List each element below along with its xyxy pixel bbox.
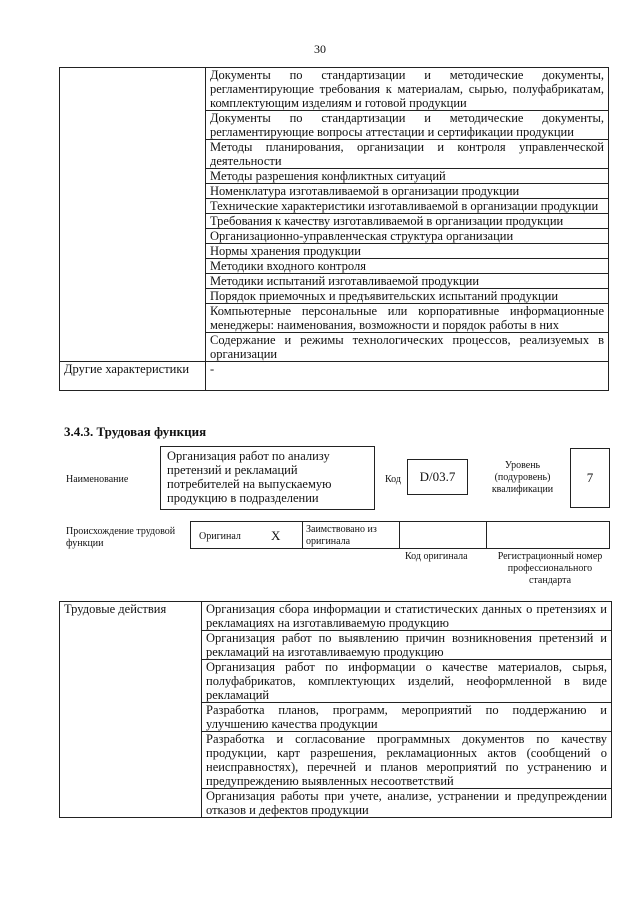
- table-cell: Организация работы при учете, анализе, устранении и предупреждении отказов и дефектов продукции: [202, 789, 612, 818]
- table-cell: Требования к качеству изготавливаемой в организации продукции: [206, 214, 609, 229]
- divider: [486, 522, 487, 548]
- table-cell: Методики испытаний изготавливаемой продукции: [206, 274, 609, 289]
- divider: [302, 522, 303, 548]
- table-cell: Организационно-управленческая структура организации: [206, 229, 609, 244]
- function-name-box: Организация работ по анализу претензий и рекламаций потребителей на выпускаемую продукцию в подразделении: [160, 446, 375, 510]
- table-cell: Документы по стандартизации и методические документы, регламентирующие требования к материалам, сырью, полуфабрикатам, комплектующим изделиям и готовой продукции: [206, 68, 609, 111]
- table-cell: Организация работ по выявлению причин возникновения претензий и рекламаций на изготавливаемую продукцию: [202, 631, 612, 660]
- code-original-label: Код оригинала: [405, 551, 468, 562]
- code-box: D/03.7: [407, 459, 468, 495]
- table-cell: Нормы хранения продукции: [206, 244, 609, 259]
- code-label: Код: [385, 474, 401, 485]
- other-characteristics-value: -: [206, 362, 609, 391]
- origin-label: Происхождение трудовой функции: [66, 526, 176, 549]
- reg-number-label: Регистрационный номер профессионального стандарта: [497, 551, 603, 586]
- table-row: [60, 362, 609, 391]
- table-row: [60, 602, 612, 631]
- divider: [399, 522, 400, 548]
- table-cell: Номенклатура изготавливаемой в организации продукции: [206, 184, 609, 199]
- table-cell: Разработка планов, программ, мероприятий по поддержанию и улучшению качества продукции: [202, 703, 612, 732]
- table-cell: Организация работ по информации о качестве материалов, сырья, полуфабрикатов, комплектующих изделий, неоформленной в виде рекламаций: [202, 660, 612, 703]
- original-label: Оригинал: [199, 531, 241, 542]
- actions-table: [59, 601, 612, 818]
- level-label: Уровень (подуровень) квалификации: [491, 460, 554, 495]
- page-number: 30: [314, 42, 326, 56]
- original-mark: X: [271, 528, 281, 543]
- table-row: [60, 68, 609, 111]
- origin-box: [190, 521, 610, 549]
- borrowed-label: Заимствовано из оригинала: [306, 524, 377, 547]
- other-characteristics-label: Другие характеристики: [60, 362, 206, 391]
- level-box: 7: [570, 448, 610, 508]
- table-cell: Методы разрешения конфликтных ситуаций: [206, 169, 609, 184]
- table-cell: Содержание и режимы технологических процессов, реализуемых в организации: [206, 333, 609, 362]
- name-label: Наименование: [66, 474, 129, 485]
- table-cell: Технические характеристики изготавливаемой в организации продукции: [206, 199, 609, 214]
- table-cell: Организация сбора информации и статистических данных о претензиях и рекламациях на изготавливаемую продукцию: [202, 602, 612, 631]
- table-cell: Методы планирования, организации и контроля управленческой деятельности: [206, 140, 609, 169]
- knowledge-table: [59, 67, 609, 391]
- table-cell: Документы по стандартизации и методические документы, регламентирующие вопросы аттестации и сертификации продукции: [206, 111, 609, 140]
- table-cell: Порядок приемочных и предъявительских испытаний продукции: [206, 289, 609, 304]
- table-cell: Методики входного контроля: [206, 259, 609, 274]
- empty-left-cell: [60, 68, 206, 362]
- section-title: 3.4.3. Трудовая функция: [64, 424, 207, 439]
- actions-label: Трудовые действия: [60, 602, 202, 818]
- table-cell: Разработка и согласование программных документов по качеству продукции, карт разрешения, рекламационных актов (сообщений о неисправностях), перечней и планов мероприятий по устранению и предупреждению выявленных несоответствий: [202, 732, 612, 789]
- table-cell: Компьютерные персональные или корпоративные информационные менеджеры: наименования, возможности и порядок работы в них: [206, 304, 609, 333]
